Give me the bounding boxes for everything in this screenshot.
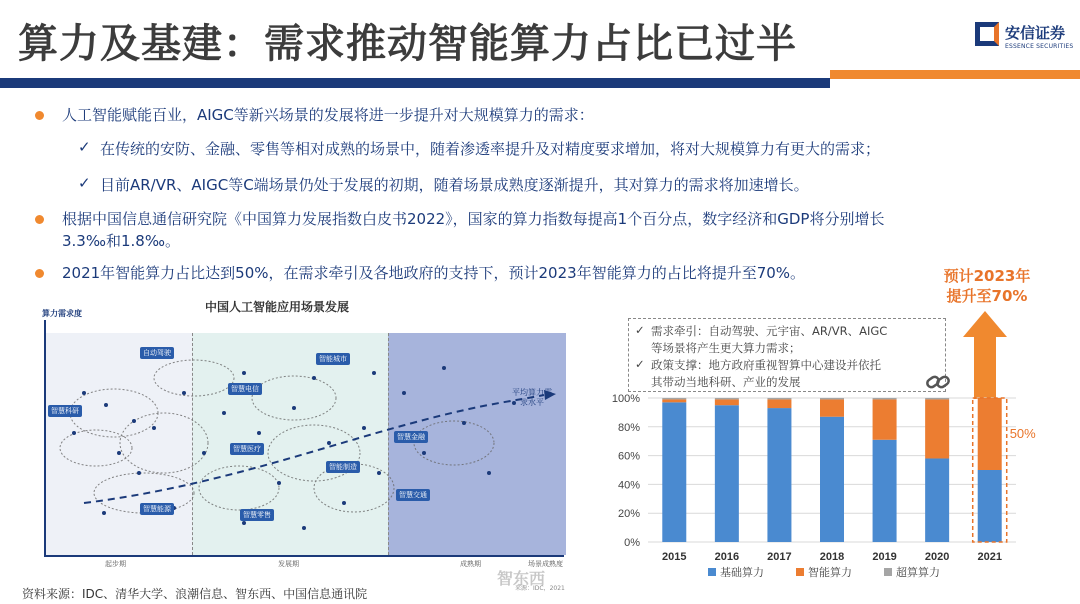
forecast-label: [937, 266, 1037, 306]
bar-segment: [873, 398, 897, 399]
scenario-tag: 智慧金融: [394, 431, 428, 443]
y-tick-label: 80%: [617, 421, 640, 434]
y-tick-label: 40%: [617, 479, 640, 492]
header-band-orange: [830, 70, 1080, 79]
note-line-3: 政策支撑：地方政府重视智算中心建设并依托: [651, 358, 881, 372]
scenario-chart-area: [44, 333, 566, 555]
scenario-chart-title: 中国人工智能应用场景发展: [205, 300, 350, 314]
bar-segment: [925, 458, 949, 542]
bar-segment: [925, 398, 949, 399]
scenario-overlay: [44, 333, 566, 555]
y-tick-label: 20%: [617, 508, 640, 521]
chain-link-icon: [926, 372, 950, 392]
y-tick-label: 100%: [611, 393, 640, 405]
bar-segment: [820, 398, 844, 399]
scenario-y-axis: [44, 320, 46, 556]
zone-label: 发展期: [278, 560, 299, 568]
bullet-dot-icon: [35, 269, 44, 278]
company-logo: [975, 22, 1075, 62]
zone-label: 成熟期: [460, 560, 481, 568]
annotation-label: 50%: [1009, 426, 1036, 441]
bullet-2-line-2: 3.3‰和1.8‰。: [62, 232, 180, 250]
x-tick-label: 2018: [819, 551, 845, 563]
scenario-y-label: 算力需求度: [42, 309, 82, 318]
scenario-tag: 智慧能源: [140, 503, 174, 515]
bar-segment: [767, 398, 791, 399]
bullet-2-line-1: 根据中国信息通信研究院《中国算力发展指数白皮书2022》，国家的算力指数每提高1个百分点，数字经济和GDP将分别增长: [62, 210, 885, 228]
bullet-dot-icon: [35, 215, 44, 224]
legend-label: 超算算力: [896, 567, 940, 579]
note-check-icon: ✓: [635, 357, 645, 371]
bar-segment: [715, 405, 739, 542]
note-line-1: 需求牵引：自动驾驶、元宇宙、AR/VR、AIGC: [651, 324, 888, 338]
y-tick-label: 60%: [617, 450, 640, 463]
bullet-1-sub-1: 在传统的安防、金融、零售等相对成熟的场景中，随着渗透率提升及对精度要求增加，将对大规模算力有更大的需求；: [100, 140, 881, 158]
bar-segment: [767, 408, 791, 542]
legend-label: 基础算力: [720, 567, 764, 579]
logo-mark-icon: [975, 22, 999, 46]
bar-segment: [715, 399, 739, 405]
header-band-blue: [0, 78, 830, 88]
zone-label: 起步期: [105, 560, 126, 568]
scenario-x-label: 场景成熟度: [528, 560, 563, 568]
x-tick-label: 2021: [977, 551, 1002, 563]
x-tick-label: 2019: [872, 551, 897, 563]
legend-label: 智能算力: [808, 567, 852, 579]
legend-swatch: [796, 568, 804, 576]
check-icon: ✓: [78, 138, 91, 156]
forecast-line-1: 预计2023年: [943, 267, 1031, 285]
scenario-tag: 智能制造: [326, 461, 360, 473]
forecast-line-2: 提升至70%: [946, 287, 1028, 305]
source-note: 资料来源：IDC、清华大学、浪潮信息、智东西、中国信息通讯院: [22, 587, 368, 601]
x-tick-label: 2020: [924, 551, 950, 563]
scenario-tag: 智慧科研: [48, 405, 82, 417]
bar-segment: [820, 417, 844, 542]
logo-name-en: ESSENCE SECURITIES: [1005, 43, 1074, 50]
scenario-tag: 智能城市: [316, 353, 350, 365]
note-line-4: 其带动当地科研、产业的发展: [651, 375, 801, 389]
up-arrow-icon: [963, 311, 1007, 337]
legend-swatch: [708, 568, 716, 576]
bar-segment: [925, 399, 949, 458]
x-tick-label: 2016: [714, 551, 740, 563]
scenario-tag: 自动驾驶: [140, 347, 174, 359]
bullet-1-sub-2: 目前AR/VR、AIGC等C端场景仍处于发展的初期，随着场景成熟度逐渐提升，其对算力的需求将加速增长。: [100, 176, 809, 194]
scenario-tag: 智慧零售: [240, 509, 274, 521]
bar-segment: [873, 440, 897, 542]
note-line-2: 等场景将产生更大算力需求；: [651, 341, 801, 355]
bar-segment: [978, 470, 1002, 542]
bar-segment: [662, 402, 686, 542]
scenario-tag: 智慧电信: [228, 383, 262, 395]
bar-segment: [715, 398, 739, 399]
bar-segment: [662, 398, 686, 399]
page-title: 算力及基建：需求推动智能算力占比已过半: [18, 21, 797, 67]
bar-segment: [662, 399, 686, 402]
bullet-1: 人工智能赋能百业，AIGC等新兴场景的发展将进一步提升对大规模算力的需求：: [62, 106, 594, 124]
bar-segment: [873, 399, 897, 439]
bullet-3: 2021年智能算力占比达到50%，在需求牵引及各地政府的支持下，预计2023年智能算力的占比将提升至70%。: [62, 264, 806, 282]
y-tick-label: 0%: [624, 537, 640, 549]
legend-swatch: [884, 568, 892, 576]
scenario-x-axis: [44, 555, 564, 557]
check-icon: ✓: [78, 174, 91, 192]
watermark: 智东西: [497, 569, 546, 588]
bullet-dot-icon: [35, 111, 44, 120]
scenario-tag: 智慧医疗: [230, 443, 264, 455]
note-check-icon: ✓: [635, 323, 645, 337]
logo-name-cn: 安信证券: [1005, 24, 1066, 42]
x-tick-label: 2017: [767, 551, 792, 563]
bar-segment: [978, 398, 1002, 470]
notes-box: [628, 318, 946, 392]
bar-segment: [820, 399, 844, 416]
trend-label: 平均算力需求水平: [512, 388, 552, 407]
bar-segment: [767, 399, 791, 408]
x-tick-label: 2015: [662, 551, 687, 563]
scenario-source: 来源：IDC，2021: [515, 585, 565, 592]
scenario-tag: 智慧交通: [396, 489, 430, 501]
compute-share-chart: [600, 390, 1040, 586]
